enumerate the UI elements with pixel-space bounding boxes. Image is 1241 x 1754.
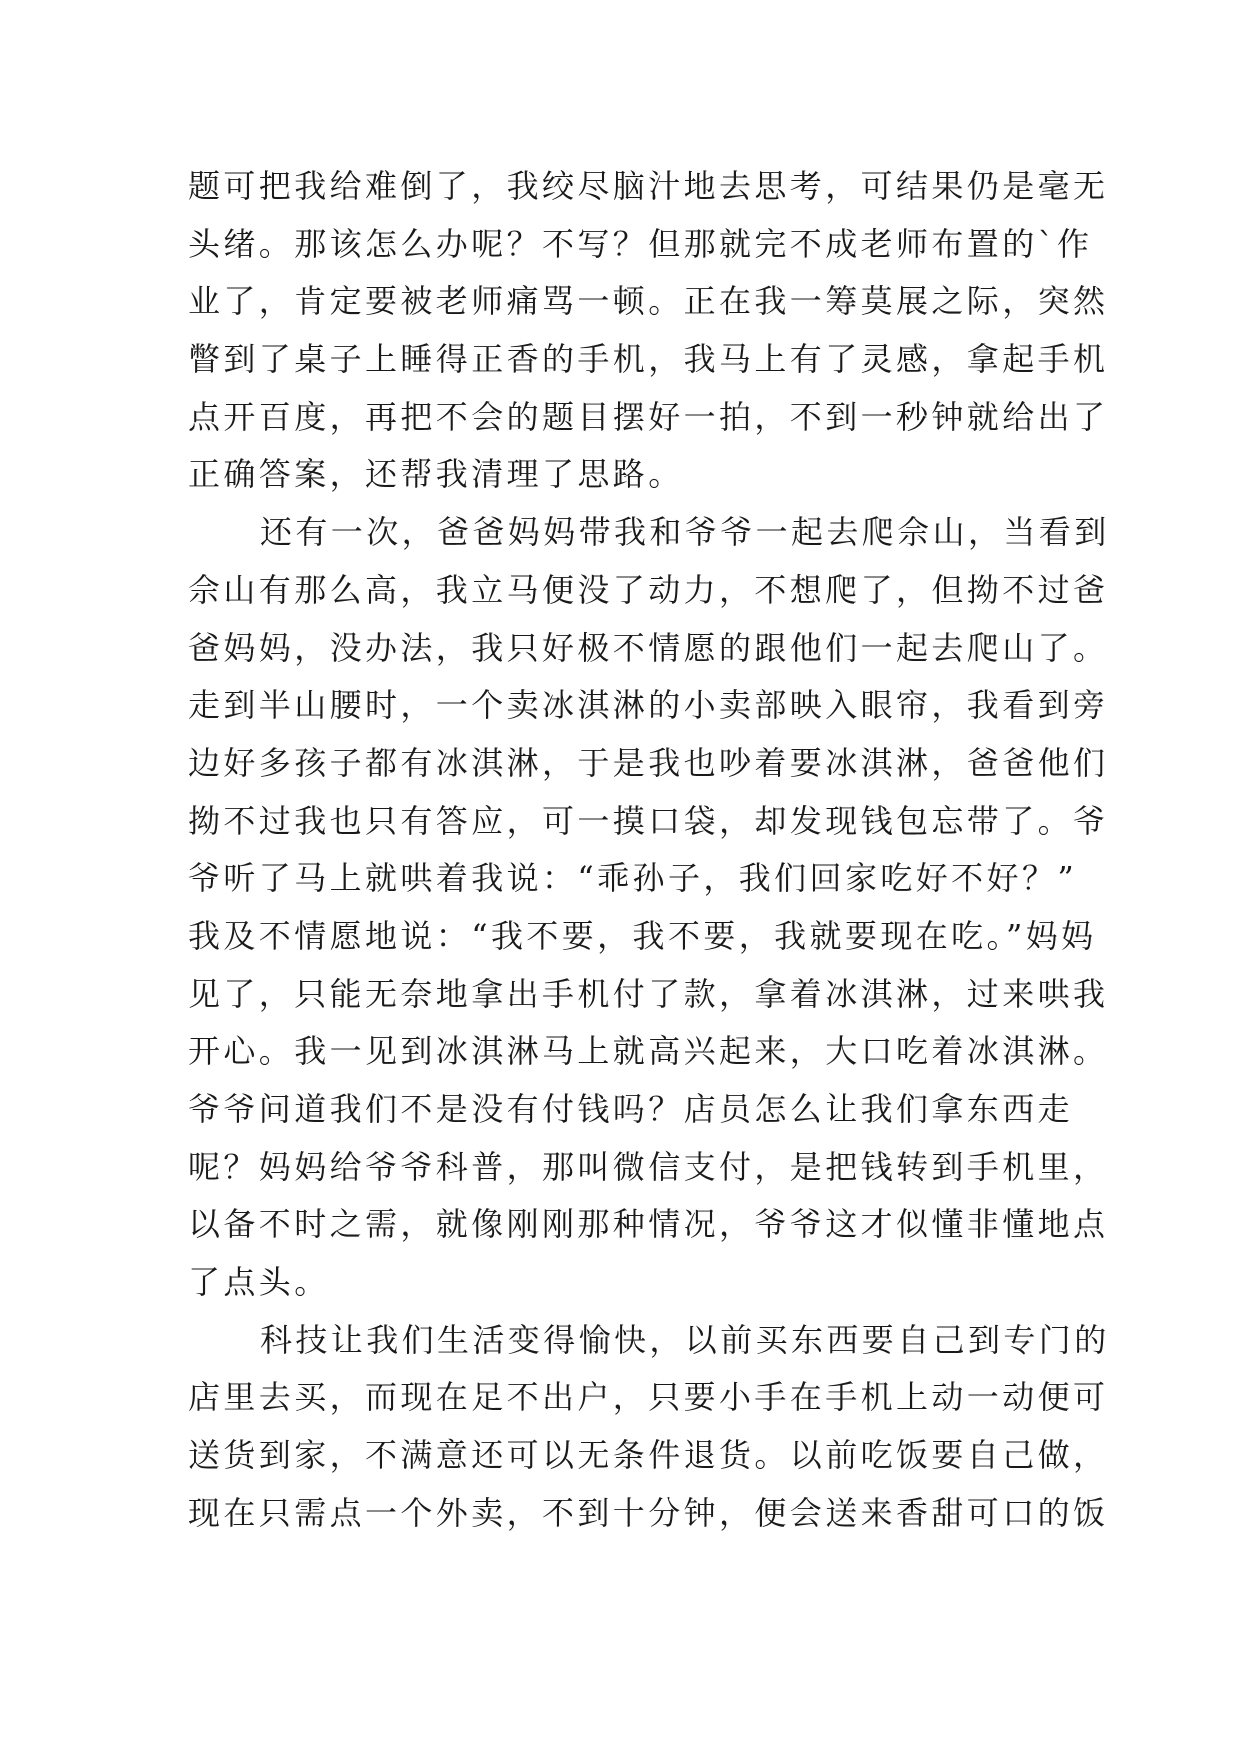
- text-line: 题可把我给难倒了，我绞尽脑汁地去思考，可结果仍是毫无: [188, 167, 1109, 205]
- text-line: 点开百度，再把不会的题目摆好一拍，不到一秒钟就给出了: [188, 397, 1109, 436]
- text-line: 边好多孩子都有冰淇淋，于是我也吵着要冰淇淋，爸爸他们: [188, 743, 1109, 782]
- text-line: 业了，肯定要被老师痛骂一顿。正在我一筹莫展之际，突然: [188, 282, 1109, 321]
- text-line: 正确答案，还帮我清理了思路。: [188, 455, 684, 494]
- paragraph-start-line: 科技让我们生活变得愉快，以前买东西要自己到专门的: [260, 1320, 1110, 1359]
- text-line: 开心。我一见到冰淇淋马上就高兴起来，大口吃着冰淇淋。: [188, 1032, 1109, 1071]
- text-line: 瞥到了桌子上睡得正香的手机，我马上有了灵感，拿起手机: [188, 340, 1109, 379]
- text-line: 走到半山腰时，一个卖冰淇淋的小卖部映入眼帘，我看到旁: [188, 686, 1109, 725]
- text-line: 我及不情愿地说：“我不要，我不要，我就要现在吃。”妈妈: [188, 916, 1097, 955]
- text-line: 见了，只能无奈地拿出手机付了款，拿着冰淇淋，过来哄我: [188, 974, 1109, 1013]
- text-line: 店里去买，而现在足不出户，只要小手在手机上动一动便可: [188, 1378, 1109, 1417]
- text-line: 拗不过我也只有答应，可一摸口袋，却发现钱包忘带了。爷: [188, 801, 1109, 840]
- text-line: 呢？妈妈给爷爷科普，那叫微信支付，是把钱转到手机里，: [188, 1147, 1109, 1186]
- paragraph-start-line: 还有一次，爸爸妈妈带我和爷爷一起去爬佘山，当看到: [260, 513, 1110, 552]
- text-line: 爷听了马上就哄着我说：“乖孙子，我们回家吃好不好？”: [188, 859, 1078, 898]
- text-line: 了点头。: [188, 1263, 330, 1302]
- text-line: 爷爷问道我们不是没有付钱吗？店员怎么让我们拿东西走: [188, 1090, 1074, 1128]
- text-line: 爸妈妈，没办法，我只好极不情愿的跟他们一起去爬山了。: [188, 628, 1109, 667]
- text-line: 头绪。那该怎么办呢？不写？但那就完不成老师布置的`作: [188, 224, 1093, 263]
- text-line: 现在只需点一个外卖，不到十分钟，便会送来香甜可口的饭: [188, 1493, 1109, 1532]
- body-text: [188, 158, 1110, 1543]
- text-line: 以备不时之需，就像刚刚那种情况，爷爷这才似懂非懂地点: [188, 1205, 1109, 1244]
- text-line: 佘山有那么高，我立马便没了动力，不想爬了，但拗不过爸: [188, 570, 1109, 609]
- text-line: 送货到家，不满意还可以无条件退货。以前吃饭要自己做，: [188, 1436, 1109, 1475]
